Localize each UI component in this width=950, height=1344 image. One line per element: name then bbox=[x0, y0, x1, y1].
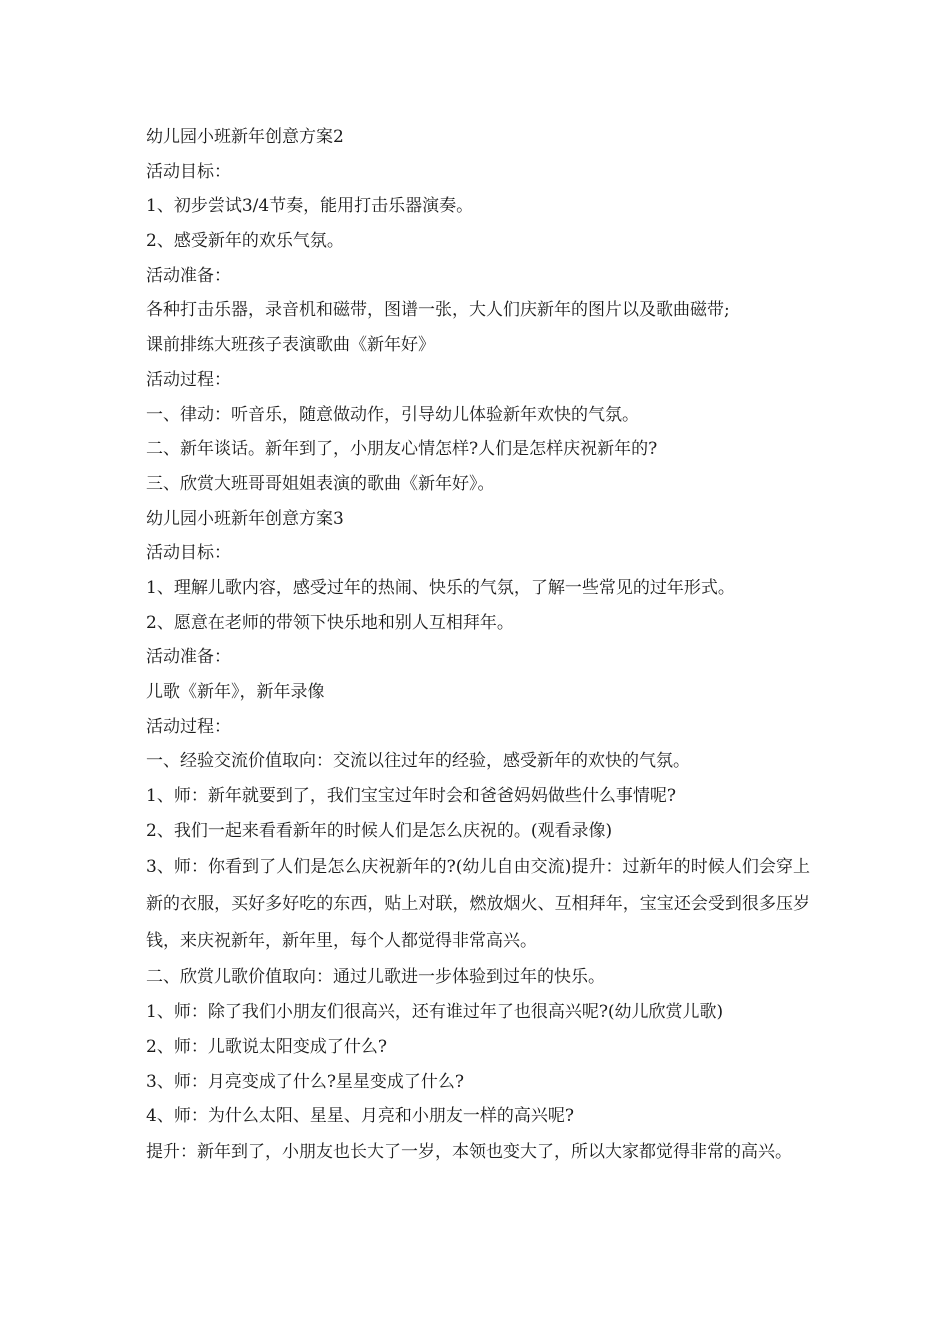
part-item: 2、我们一起来看看新年的时候人们是怎么庆祝的。(观看录像) bbox=[146, 820, 613, 841]
process-item: 三、欣赏大班哥哥姐姐表演的歌曲《新年好》。 bbox=[146, 473, 495, 494]
prep-heading: 活动准备： bbox=[146, 647, 231, 668]
goal-item: 1、理解儿歌内容，感受过年的热闹、快乐的气氛，了解一些常见的过年形式。 bbox=[146, 577, 735, 598]
document-body bbox=[146, 120, 810, 1171]
part-item: 4、师：为什么太阳、星星、月亮和小朋友一样的高兴呢? bbox=[146, 1106, 574, 1127]
part-heading: 一、经验交流价值取向：交流以往过年的经验，感受新年的欢快的气氛。 bbox=[146, 751, 690, 772]
prep-item: 各种打击乐器，录音机和磁带，图谱一张，大人们庆新年的图片以及歌曲磁带; bbox=[146, 300, 730, 321]
goal-heading: 活动目标： bbox=[146, 543, 231, 564]
summary-paragraph: 提升：新年到了，小朋友也长大了一岁，本领也变大了，所以大家都觉得非常的高兴。 bbox=[146, 1141, 792, 1162]
part-item: 1、师：新年就要到了，我们宝宝过年时会和爸爸妈妈做些什么事情呢? bbox=[146, 786, 676, 807]
process-heading: 活动过程： bbox=[146, 369, 231, 390]
goal-heading: 活动目标： bbox=[146, 161, 231, 182]
goal-item: 2、感受新年的欢乐气氛。 bbox=[146, 231, 344, 252]
prep-item: 课前排练大班孩子表演歌曲《新年好》 bbox=[146, 335, 435, 356]
part-item: 1、师：除了我们小朋友们很高兴，还有谁过年了也很高兴呢?(幼儿欣赏儿歌) bbox=[146, 1002, 724, 1023]
section-title: 幼儿园小班新年创意方案3 bbox=[146, 508, 344, 529]
process-item: 二、新年谈话。新年到了，小朋友心情怎样?人们是怎样庆祝新年的? bbox=[146, 439, 658, 460]
goal-item: 2、愿意在老师的带领下快乐地和别人互相拜年。 bbox=[146, 612, 514, 633]
section-title: 幼儿园小班新年创意方案2 bbox=[146, 127, 344, 147]
goal-item: 1、初步尝试3/4节奏，能用打击乐器演奏。 bbox=[146, 196, 474, 217]
part-item-paragraph: 3、师：你看到了人们是怎么庆祝新年的?(幼儿自由交流)提升：过新年的时候人们会穿上新的衣服，买好多好吃的东西，贴上对联，燃放烟火、互相拜年，宝宝还会受到很多压岁钱，来庆祝新年，新年里，每个人都觉得非常高兴。 bbox=[146, 857, 810, 952]
part-item: 2、师：儿歌说太阳变成了什么? bbox=[146, 1036, 387, 1057]
prep-item: 儿歌《新年》，新年录像 bbox=[146, 682, 325, 702]
part-item: 3、师：月亮变成了什么?星星变成了什么? bbox=[146, 1071, 465, 1092]
process-item: 一、律动：听音乐，随意做动作，引导幼儿体验新年欢快的气氛。 bbox=[146, 404, 639, 425]
prep-heading: 活动准备： bbox=[146, 265, 231, 286]
part-heading: 二、欣赏儿歌价值取向：通过儿歌进一步体验到过年的快乐。 bbox=[146, 967, 605, 988]
process-heading: 活动过程： bbox=[146, 716, 231, 737]
